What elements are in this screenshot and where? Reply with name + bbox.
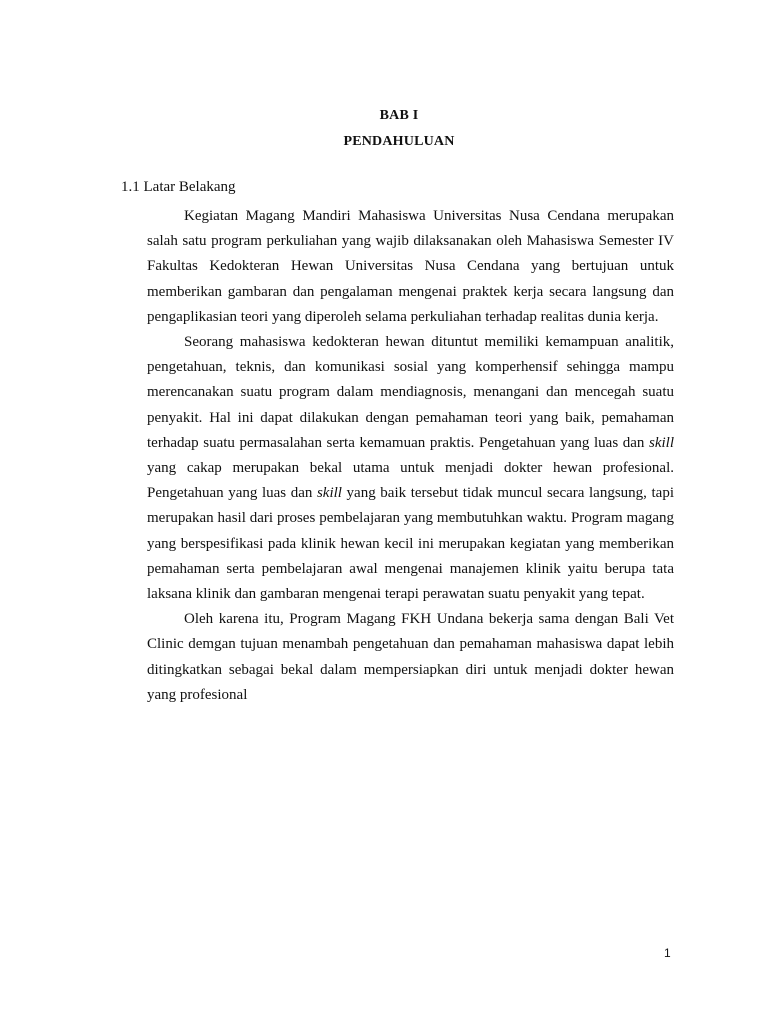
italic-term: skill (316, 485, 342, 502)
paragraph-text: Oleh karena itu, Program Magang FKH Undana bekerja sama dengan Bali Vet Clinic demgan tujuan menambah pengetahuan dan pemahaman mahasiswa dapat lebih ditingkatkan sebagai bekal dalam mempersiapkan diri untuk menjadi dokter hewan yang profesional (147, 611, 674, 703)
paragraph-text: Kegiatan Magang Mandiri Mahasiswa Universitas Nusa Cendana merupakan salah satu program perkuliahan yang wajib dilaksanakan oleh Mahasiswa Semester IV Fakultas Kedokteran Hewan Universitas Nusa Cendana yang bertujuan untuk memberikan gambaran dan pengalaman mengenai praktek kerja secara langsung dan pengaplikasian teori yang diperoleh selama perkuliahan terhadap realitas dunia kerja. (147, 208, 674, 325)
paragraph-text: Seorang mahasiswa kedokteran hewan dituntut memiliki kemampuan analitik, pengetahuan, teknis, dan komunikasi sosial yang komperhensif sehingga mampu merencanakan suatu program dalam mendiagnosis, menangani dan mencegah suatu penyakit. Hal ini dapat dilakukan dengan pemahaman teori yang baik, pemahaman terhadap suatu permasalahan serta kemamuan praktis. Pengetahuan yang luas dan (147, 334, 674, 451)
page-number: 1 (664, 946, 671, 960)
section-title: 1.1 Latar Belakang (121, 179, 236, 195)
paragraph (147, 204, 674, 330)
paragraph-text: yang baik tersebut tidak muncul secara langsung, tapi merupakan hasil dari proses pembelajaran yang membutuhkan waktu. Program magang yang berspesifikasi pada klinik hewan kecil ini merupakan kegiatan yang memberikan pemahaman serta pembelajaran awal mengenai manajemen klinik yaitu berupa tata laksana klinik dan gambaran mengenai terapi perawatan suatu penyakit yang tepat. (147, 485, 674, 603)
paragraph (147, 607, 674, 708)
chapter-heading: BAB I (379, 108, 419, 123)
chapter-title: PENDAHULUAN (343, 134, 455, 149)
paragraph-text: yang cakap merupakan bekal utama untuk menjadi dokter hewan profesional. Pengetahuan yang luas dan (147, 460, 674, 502)
body-text (147, 204, 674, 708)
italic-term: skill (649, 434, 674, 451)
paragraph (147, 330, 674, 607)
